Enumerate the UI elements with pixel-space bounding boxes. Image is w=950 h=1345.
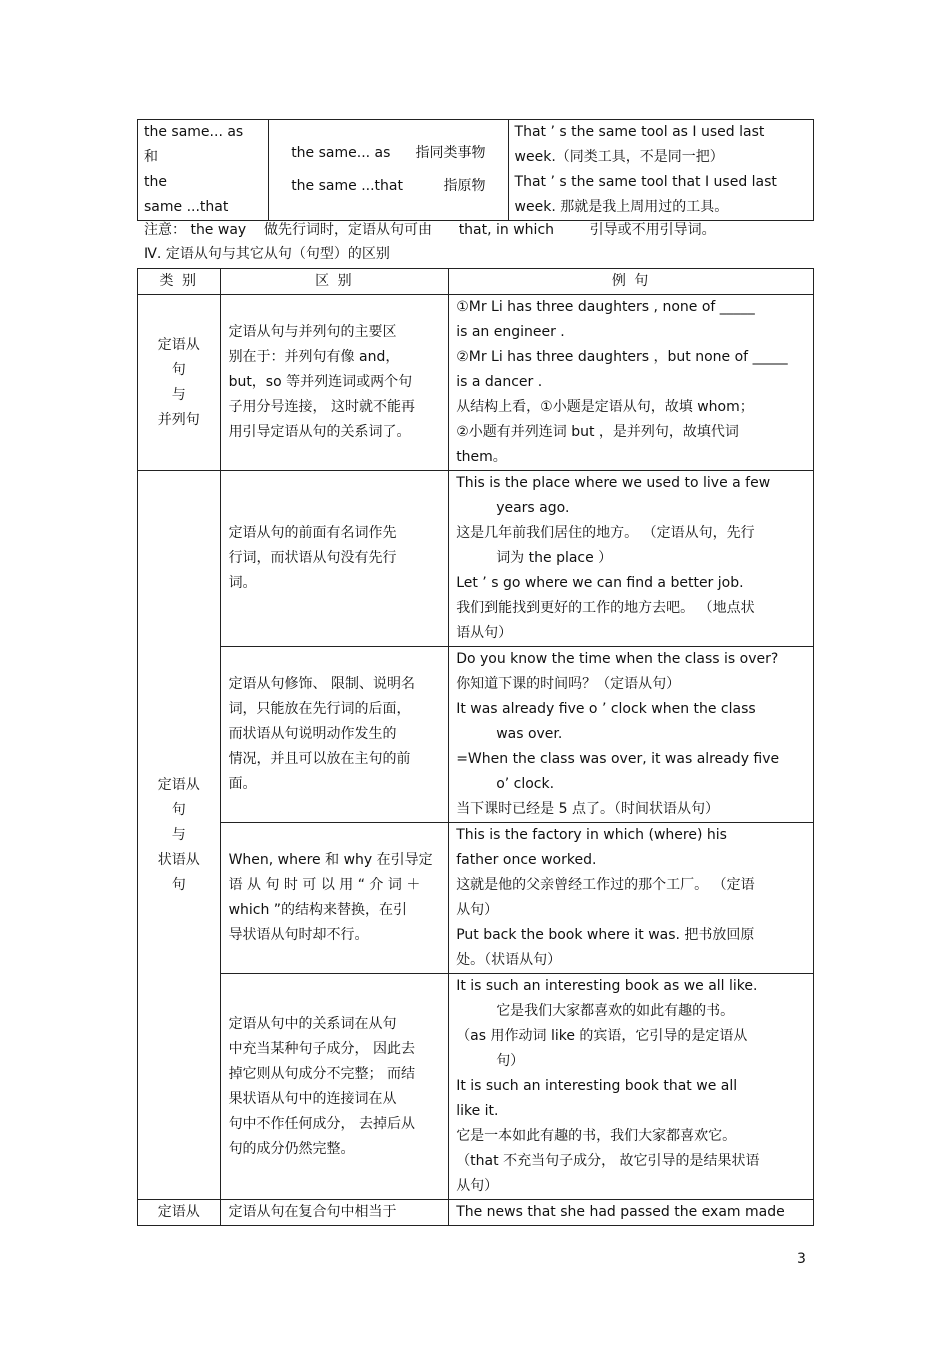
usage-left: the same... as: [291, 145, 391, 161]
example-line: =When the class was over, it was already five: [456, 751, 780, 767]
example-line: years ago.: [496, 500, 570, 516]
category-cell: [138, 295, 221, 471]
example-line: is an engineer .: [456, 324, 565, 340]
example-line: （that 不充当句子成分， 故它引导的是结果状语: [456, 1153, 760, 1169]
example-line: This is the place where we used to live a few: [456, 475, 771, 491]
difference-line: 中充当某种句子成分， 因此去: [228, 1040, 416, 1057]
example-line: ②Mr Li has three daughters ，but none of _____: [456, 349, 788, 365]
note-text: 注意： the way 做先行词时，定语从句可由 that, in which 引导或不用引导词。: [144, 222, 716, 238]
example-cell: [449, 974, 814, 1200]
table-row: [138, 295, 814, 471]
difference-line: 定语从句的前面有名词作先: [228, 525, 397, 541]
example-line: father once worked.: [456, 852, 597, 868]
example-cell: [449, 295, 814, 471]
difference-line: 定语从句与并列句的主要区: [228, 324, 397, 340]
usage-right: 指同类事物: [415, 145, 486, 161]
example-line: That ’ s the same tool as I used last: [514, 124, 765, 140]
header-difference: 区 别: [220, 269, 449, 295]
difference-line: 定语从句在复合句中相当于: [228, 1204, 397, 1220]
example-line: ②小题有并列连词 but ，是并列句，故填代词: [456, 424, 739, 440]
difference-line: 定语从句中的关系词在从句: [228, 1015, 397, 1032]
difference-cell: [220, 647, 449, 823]
example-line: 处。（状语从句）: [456, 952, 562, 968]
difference-line: 而状语从句说明动作发生的: [228, 726, 397, 742]
example-line: week.（同类工具，不是同一把）: [514, 149, 724, 165]
page-number: 3: [797, 1251, 806, 1267]
section-title: Ⅳ. 定语从句与其它从句（句型）的区别: [144, 246, 390, 262]
difference-line: 掉它则从句成分不完整； 而结: [228, 1065, 416, 1082]
example-line: ①Mr Li has three daughters , none of _____: [456, 299, 755, 315]
difference-cell: [220, 1200, 449, 1226]
example-line: This is the factory in which (where) his: [456, 827, 727, 843]
example-line: 它是一本如此有趣的书，我们大家都喜欢它。: [456, 1128, 737, 1144]
example-line: 从结构上看，①小题是定语从句，故填 whom；: [456, 399, 754, 415]
table-row: [138, 823, 814, 974]
category-line: 句: [171, 876, 186, 893]
example-line: 词为 the place ）: [496, 550, 613, 566]
example-line: 它是我们大家都喜欢的如此有趣的书。: [496, 1003, 735, 1019]
same-as-label-cell: [138, 120, 269, 221]
difference-line: 用引导定语从句的关系词了。: [228, 424, 411, 440]
example-line: was over.: [496, 726, 563, 742]
difference-line: 句的成分仍然完整。: [228, 1140, 355, 1157]
example-line: That ’ s the same tool that I used last: [514, 174, 777, 190]
label-line: the: [144, 174, 167, 190]
category-line: 句: [171, 361, 186, 378]
same-as-usage-cell: [269, 120, 508, 221]
difference-line: but，so 等并列连词或两个句: [228, 374, 413, 390]
clause-comparison-table: [137, 268, 814, 1226]
example-line: 从句）: [456, 1178, 499, 1194]
example-line: 从句）: [456, 902, 499, 918]
example-line: them。: [456, 449, 507, 465]
category-line: 定语从: [157, 336, 200, 353]
table-row: [138, 974, 814, 1200]
example-line: 你知道下课的时间吗？（定语从句）: [456, 676, 681, 692]
example-line: Let ’ s go where we can find a better job.: [456, 575, 744, 591]
same-as-table: [137, 119, 814, 221]
example-line: The news that she had passed the exam made: [456, 1204, 785, 1220]
example-cell: [449, 471, 814, 647]
example-line: It is such an interesting book as we all like.: [456, 978, 758, 994]
example-cell: [449, 647, 814, 823]
category-line: 句: [171, 801, 186, 818]
difference-line: 词，只能放在先行词的后面，: [228, 701, 411, 717]
table-row: [138, 647, 814, 823]
example-line: week. 那就是我上周用过的工具。: [514, 199, 729, 215]
table-row: [138, 471, 814, 647]
header-example: 例 句: [449, 269, 814, 295]
difference-line: 句中不作任何成分， 去掉后从: [228, 1115, 416, 1132]
example-line: Do you know the time when the class is over?: [456, 651, 779, 667]
table-header-row: [138, 269, 814, 295]
example-cell: [449, 823, 814, 974]
difference-line: which ”的结构来替换，在引: [228, 902, 408, 918]
example-line: like it.: [456, 1103, 499, 1119]
label-line: the same... as: [144, 124, 244, 140]
usage-right: 指原物: [443, 178, 486, 194]
difference-line: 面。: [228, 776, 257, 792]
difference-line: 别在于：并列句有像 and，: [228, 349, 400, 365]
category-line: 状语从: [157, 851, 200, 868]
example-line: is a dancer .: [456, 374, 543, 390]
category-line: 并列句: [157, 411, 200, 428]
example-line: 这是几年前我们居住的地方。 （定语从句，先行: [456, 525, 755, 541]
difference-line: 行词，而状语从句没有先行: [228, 550, 397, 566]
difference-cell: [220, 295, 449, 471]
example-cell: [449, 1200, 814, 1226]
example-line: （as 用作动词 like 的宾语，它引导的是定语从: [456, 1028, 748, 1044]
table-row: [138, 1200, 814, 1226]
example-line: It was already five o ’ clock when the class: [456, 701, 756, 717]
example-line: It is such an interesting book that we all: [456, 1078, 738, 1094]
category-line: 与: [171, 386, 186, 403]
usage-left: the same ...that: [291, 178, 403, 194]
difference-line: 词。: [228, 575, 257, 591]
difference-line: 果状语从句中的连接词在从: [228, 1090, 397, 1107]
example-line: 当下课时已经是 5 点了。（时间状语从句）: [456, 801, 719, 817]
category-line: 定语从: [157, 1204, 200, 1220]
example-line: Put back the book where it was. 把书放回原: [456, 927, 755, 943]
difference-line: 定语从句修饰、 限制、说明名: [228, 676, 416, 692]
header-category: 类 别: [138, 269, 221, 295]
difference-line: 情况，并且可以放在主句的前: [228, 751, 411, 767]
label-line: 和: [144, 149, 158, 165]
example-line: o’ clock.: [496, 776, 555, 792]
same-as-example-cell: [508, 120, 813, 221]
difference-cell: [220, 823, 449, 974]
category-cell: [138, 1200, 221, 1226]
difference-line: 语 从 句 时 可 以 用 “ 介 词 ＋: [228, 877, 421, 893]
example-line: 句）: [496, 1053, 525, 1069]
category-line: 定语从: [157, 776, 200, 793]
category-cell: [138, 471, 221, 1200]
example-line: 我们到能找到更好的工作的地方去吧。 （地点状: [456, 600, 755, 616]
difference-cell: [220, 974, 449, 1200]
difference-line: 导状语从句时却不行。: [228, 927, 369, 943]
category-line: 与: [171, 826, 186, 843]
difference-line: When, where 和 why 在引导定: [228, 852, 433, 868]
difference-line: 子用分号连接， 这时就不能再: [228, 399, 416, 415]
example-line: 语从句）: [456, 625, 513, 641]
difference-cell: [220, 471, 449, 647]
example-line: 这就是他的父亲曾经工作过的那个工厂。 （定语: [456, 877, 755, 893]
label-line: same ...that: [144, 199, 229, 215]
